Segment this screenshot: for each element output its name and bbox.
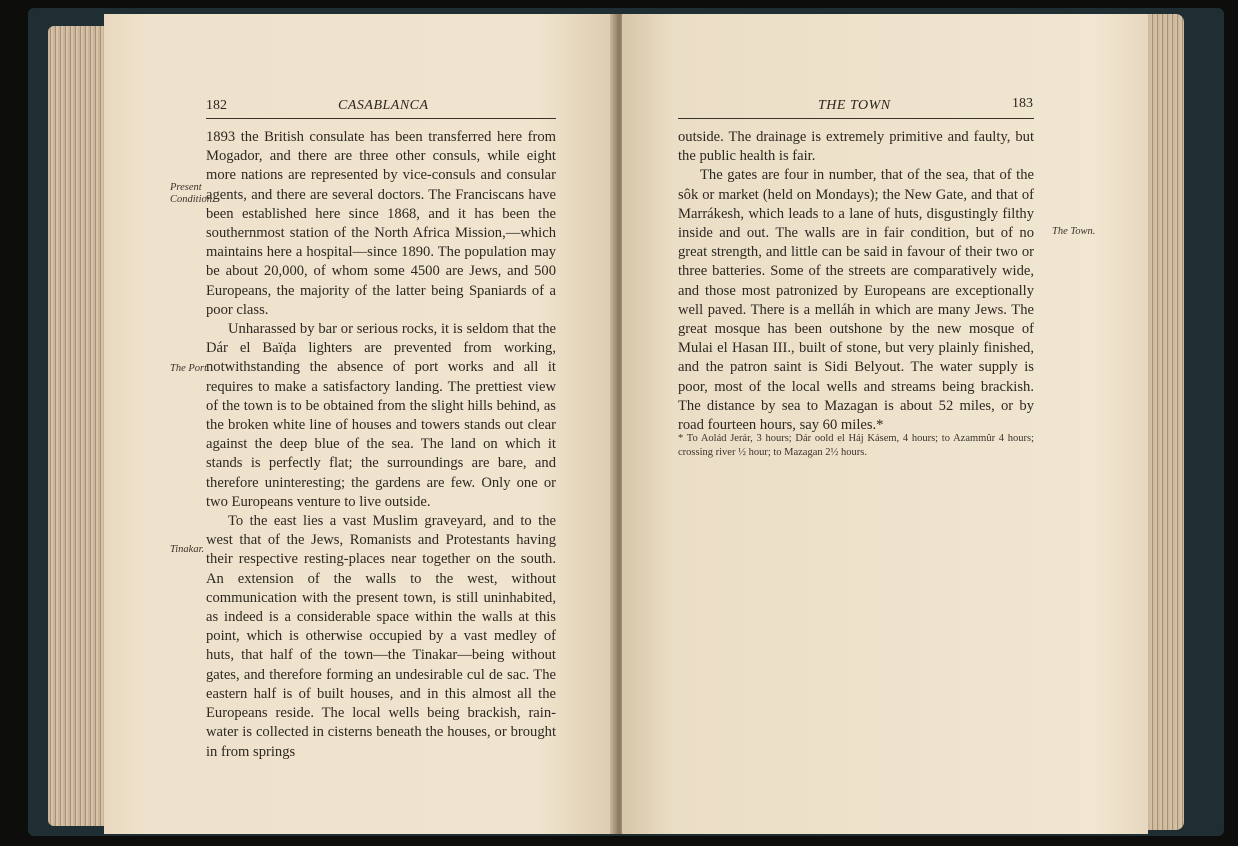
- right-running-head: THE TOWN: [818, 98, 891, 113]
- left-page-number: 182: [206, 98, 227, 113]
- paragraph: To the east lies a vast Muslim graveyard, and to the west that of the Jews, Romanists and Protestants having their respective resting-places near together on the south. An extension of the walls to the west, without communication with the present town, is still uninhabited, as indeed is a considerable space within the walls at this point, which is otherwise occupied by a vast medley of huts, that half of the town—the Tinakar—being without gates, and therefore forming an undesirable cul de sac. The eastern half is of built houses, and in this almost all the Europeans reside. The local wells being brackish, rain-water is collected in cisterns beneath the houses, or brought in from springs: [206, 513, 556, 760]
- right-page-number: 183: [1012, 96, 1033, 111]
- margin-note-tinakar: Tinakar.: [170, 544, 205, 555]
- right-body-text: [678, 128, 1034, 434]
- left-header-rule: [206, 118, 556, 119]
- footnote: * To Aolád Jerár, 3 hours; Dár oold el Háj Kásem, 4 hours; to Azammûr 4 hours; crossing river ½ hour; to Mazagan 2½ hours.: [678, 433, 1034, 458]
- left-running-head: CASABLANCA: [338, 98, 429, 113]
- paragraph: Unharassed by bar or serious rocks, it is seldom that the Dár el Baïḍa lighters are prevented from working, notwithstanding the absence of port works and all it requires to make a satisfactory landing. The prettiest view of the town is to be obtained from the slight hills behind, as the broken white line of houses and towers stands out clear against the deep blue of the sea. The land on which it stands is perfectly flat; the surroundings are bare, and therefore uninteresting; the gardens are few. Only one or two Europeans venture to live outside.: [206, 321, 556, 510]
- margin-note-the-port: The Port.: [170, 363, 210, 374]
- left-body-text: [206, 128, 556, 760]
- right-header-rule: [678, 118, 1034, 119]
- paragraph: 1893 the British consulate has been transferred here from Mogador, and there are three other consuls, while eight more nations are represented by vice-consuls and consular agents, and there are several doctors. The Franciscans have been established here since 1868, and it has been the southernmost station of the North Africa Mission,—which maintains here a hospital—since 1890. The population may be about 20,000, of whom some 4500 are Jews, and 500 Europeans, the majority of the latter being Spaniards of a poor class.: [206, 129, 556, 318]
- paragraph: outside. The drainage is extremely primitive and faulty, but the public health is fair.: [678, 129, 1034, 165]
- paragraph: The gates are four in number, that of the sea, that of the sôk or market (held on Mondays); the New Gate, and that of Marrákesh, which leads to a lane of huts, disgustingly filthy inside and out. The walls are in fair condition, but of no great strength, and little can be said in favour of their two or three batteries. Some of the streets are comparatively wide, and those most patronized by Europeans are exceptionally well paved. There is a melláh in which are many Jews. The great mosque has been outshone by the new mosque of Mulai el Hasan III., built of stone, but very plainly finished, and the patron saint is Sidi Belyout. The water supply is poor, most of the local wells and streams being brackish. The distance by sea to Mazagan is about 52 miles, or by road fourteen hours, say 60 miles.*: [678, 167, 1034, 434]
- margin-note-present-condition: Present Condition.: [170, 182, 215, 205]
- margin-note-the-town: The Town.: [1052, 226, 1096, 237]
